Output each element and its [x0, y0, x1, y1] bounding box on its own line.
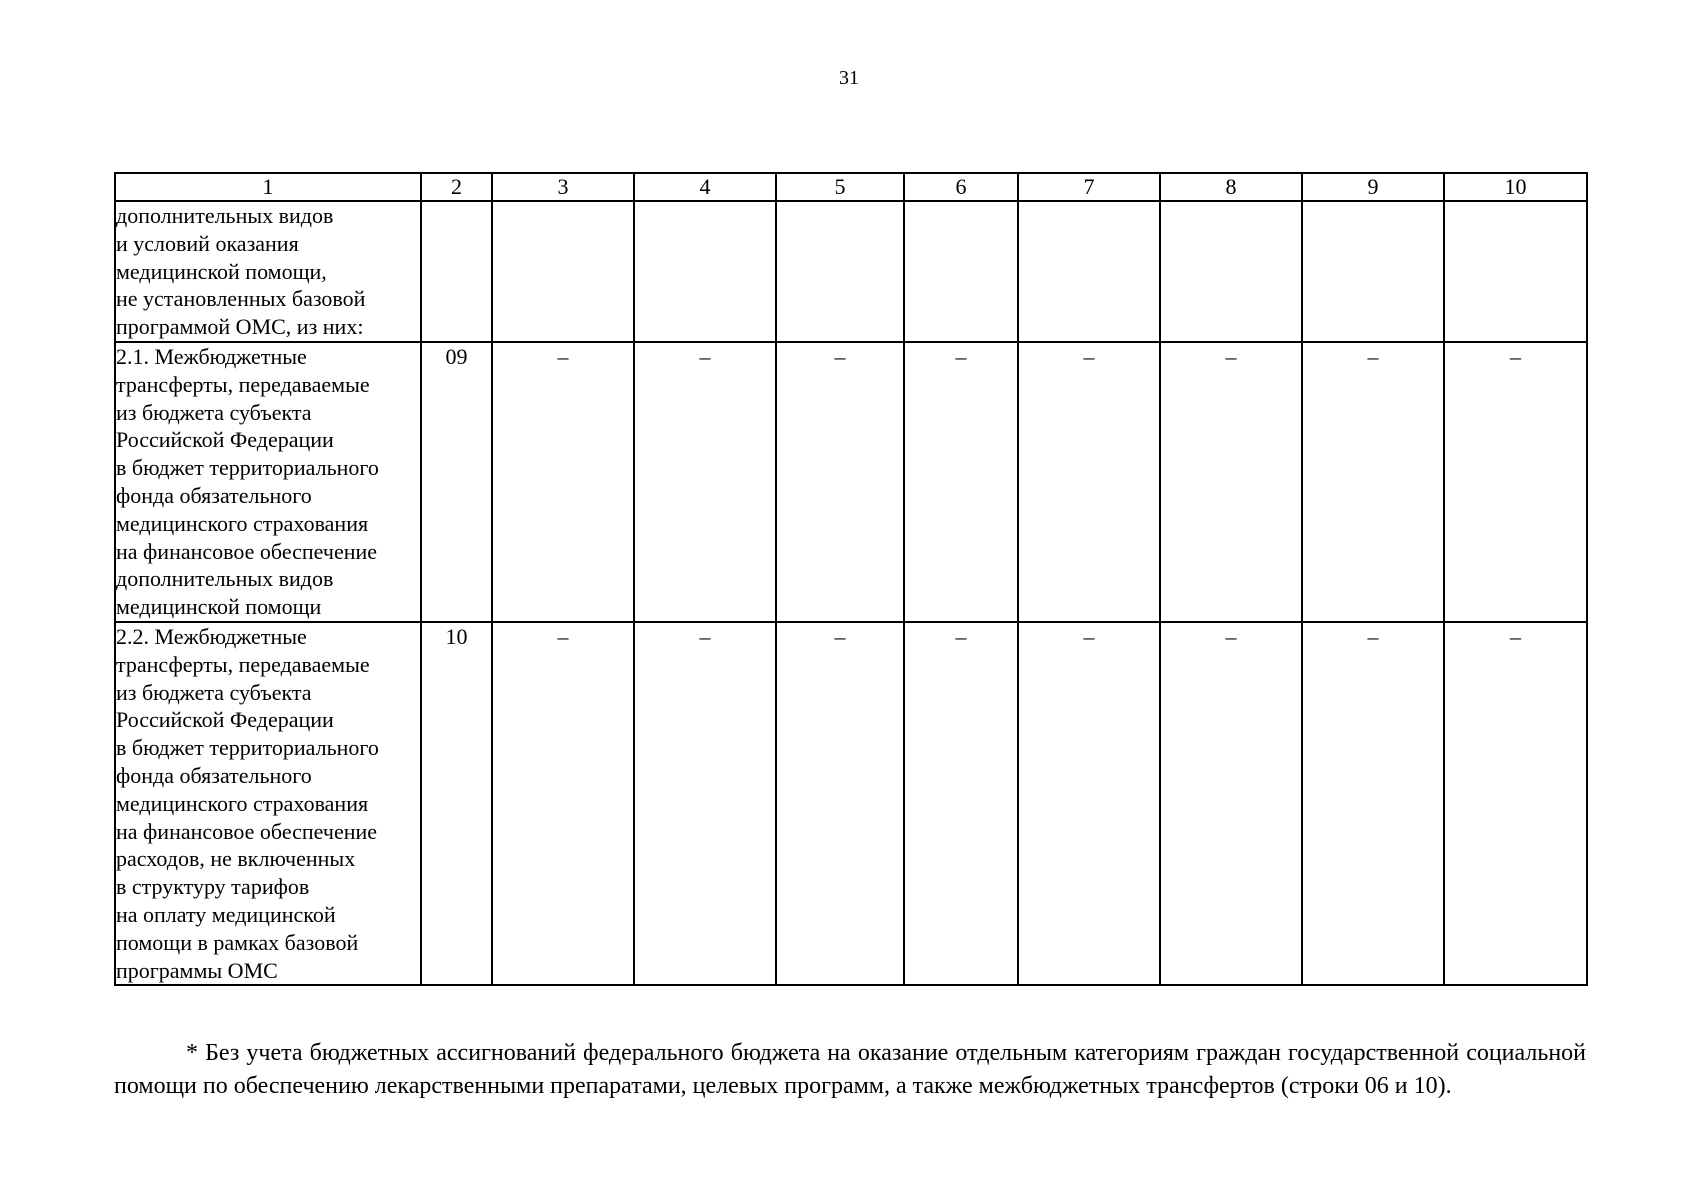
row-label-line: фонда обязательного [116, 762, 312, 788]
report-table [114, 172, 1588, 986]
row-code [421, 201, 492, 342]
row-label-line: 2.2. Межбюджетные [116, 623, 307, 649]
row-label-line: трансферты, передаваемые [116, 651, 370, 677]
table-row [115, 342, 1587, 622]
row-label-line: в структуру тарифов [116, 874, 310, 900]
row-label-line: в бюджет территориального [116, 735, 379, 761]
column-header: 6 [904, 173, 1018, 201]
value-cell: – [1160, 342, 1302, 622]
value-cell: – [904, 342, 1018, 622]
row-label [115, 342, 421, 622]
row-label-line: медицинской помощи, [116, 258, 327, 284]
value-cell [776, 201, 904, 342]
column-header: 8 [1160, 173, 1302, 201]
row-label-line: медицинского страхования [116, 510, 369, 536]
value-cell: – [1444, 622, 1587, 985]
value-cell [1444, 201, 1587, 342]
value-cell: – [492, 342, 634, 622]
row-label-line: фонда обязательного [116, 482, 312, 508]
value-cell: – [634, 342, 776, 622]
row-label-line: дополнительных видов [116, 566, 334, 592]
row-label-line: программы ОМС [116, 957, 278, 983]
table-header-row [115, 173, 1587, 201]
row-label [115, 622, 421, 985]
value-cell: – [1302, 622, 1444, 985]
row-label-line: программой ОМС, из них: [116, 314, 364, 340]
table-row [115, 622, 1587, 985]
row-code: 09 [421, 342, 492, 622]
page-number: 31 [839, 67, 859, 89]
value-cell [1302, 201, 1444, 342]
column-header: 4 [634, 173, 776, 201]
row-label-line: расходов, не включенных [116, 846, 356, 872]
value-cell: – [776, 342, 904, 622]
row-label-line: на финансовое обеспечение [116, 818, 378, 844]
column-header: 1 [115, 173, 421, 201]
value-cell: – [1302, 342, 1444, 622]
table-row [115, 201, 1587, 342]
column-header: 7 [1018, 173, 1160, 201]
row-code: 10 [421, 622, 492, 985]
column-header: 3 [492, 173, 634, 201]
row-label-line: из бюджета субъекта [116, 399, 312, 425]
value-cell: – [1018, 622, 1160, 985]
value-cell: – [1018, 342, 1160, 622]
row-label-line: Российской Федерации [116, 707, 334, 733]
row-label-line: в бюджет территориального [116, 455, 379, 481]
row-label-line: трансферты, передаваемые [116, 371, 370, 397]
value-cell: – [1160, 622, 1302, 985]
column-header: 10 [1444, 173, 1587, 201]
row-label-line: не установленных базовой [116, 286, 366, 312]
row-label-line: на оплату медицинской [116, 901, 336, 927]
row-label-line: на финансовое обеспечение [116, 538, 378, 564]
column-header: 2 [421, 173, 492, 201]
row-label-line: из бюджета субъекта [116, 679, 312, 705]
value-cell [634, 201, 776, 342]
footnote: * Без учета бюджетных ассигнований федерального бюджета на оказание отдельным категориям граждан государственной социальной помощи по обеспечению лекарственными препаратами, целевых программ, а также межбюджетных трансфертов (строки 06 и 10). [114, 1040, 1586, 1099]
value-cell [904, 201, 1018, 342]
row-label-line: дополнительных видов [116, 203, 334, 228]
value-cell [1160, 201, 1302, 342]
value-cell: – [492, 622, 634, 985]
value-cell: – [634, 622, 776, 985]
row-label-line: Российской Федерации [116, 427, 334, 453]
row-label-line: медицинского страхования [116, 790, 369, 816]
column-header: 5 [776, 173, 904, 201]
column-header: 9 [1302, 173, 1444, 201]
row-label-line: медицинской помощи [116, 594, 322, 620]
value-cell: – [904, 622, 1018, 985]
row-label-line: помощи в рамках базовой [116, 929, 359, 955]
value-cell [492, 201, 634, 342]
value-cell [1018, 201, 1160, 342]
value-cell: – [776, 622, 904, 985]
row-label [115, 201, 421, 342]
row-label-line: и условий оказания [116, 230, 299, 256]
value-cell: – [1444, 342, 1587, 622]
row-label-line: 2.1. Межбюджетные [116, 343, 307, 369]
